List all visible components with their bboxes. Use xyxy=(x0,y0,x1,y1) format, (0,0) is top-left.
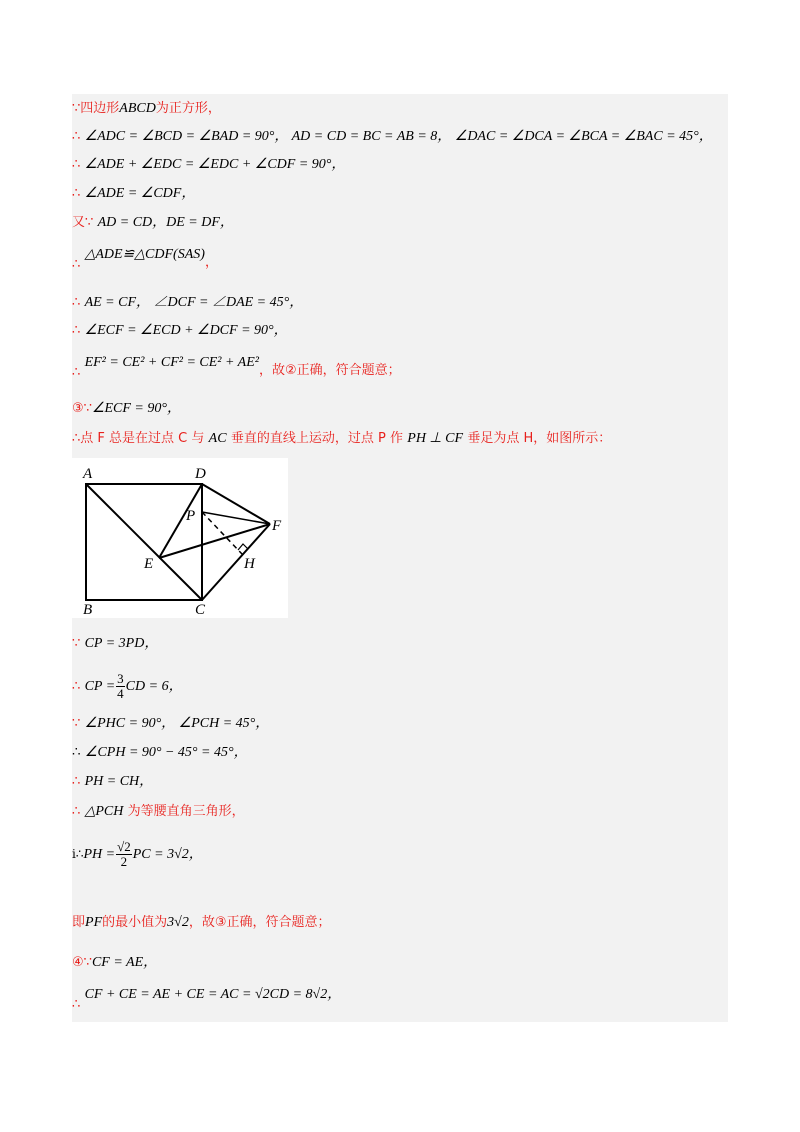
denominator: 2 xyxy=(120,854,128,869)
math: AE = CF， ∠DCF = ∠DAE = 45°， xyxy=(84,295,304,310)
math: CP = xyxy=(84,679,116,694)
text: 即 xyxy=(72,915,86,930)
line-12 xyxy=(72,633,158,654)
therefore-symbol: ∴ xyxy=(72,129,81,144)
text: ， xyxy=(204,255,218,270)
line-15 xyxy=(72,742,248,763)
therefore-symbol: i∴ xyxy=(72,847,84,861)
math: CF + CE = AE + CE = AC = √2CD = 8√2， xyxy=(84,987,342,1002)
math: ∠ADC = ∠BCD = ∠BAD = 90°， AD = CD = BC = AB = 8， ∠DAC = ∠DCA = ∠BCA = ∠BAC = 45°， xyxy=(84,129,713,144)
math: ∠ADE + ∠EDC = ∠EDC + ∠CDF = 90°， xyxy=(84,157,346,172)
label-b: B xyxy=(83,602,93,618)
text: ，故②正确，符合题意； xyxy=(258,363,401,378)
math: PC = 3√2， xyxy=(132,847,203,862)
text: 四边形 xyxy=(80,101,120,116)
text: 为等腰直角三角形， xyxy=(127,804,245,819)
therefore-symbol: ∴ xyxy=(72,997,81,1012)
text: 点 F 总是在过点 C 与 xyxy=(80,431,205,446)
line-13 xyxy=(72,672,183,701)
therefore-symbol: ∴ xyxy=(72,365,81,380)
math: ∠ECF = ∠ECD + ∠DCF = 90°， xyxy=(84,323,288,338)
line-7 xyxy=(72,292,303,313)
math: ∠CPH = 90° − 45° = 45°， xyxy=(84,745,248,760)
therefore-symbol: ∴ xyxy=(72,744,81,760)
label-d: D xyxy=(195,466,206,482)
because-symbol: ③∵ xyxy=(72,401,92,416)
math: AD = CD，DE = DF， xyxy=(97,215,234,230)
line-9 xyxy=(72,352,401,380)
label-h: H xyxy=(244,556,255,572)
math: PF xyxy=(85,915,103,930)
line-8 xyxy=(72,320,288,341)
math: ∠ECF = 90°， xyxy=(91,401,181,416)
math: 3√2 xyxy=(167,915,189,930)
because-symbol: ④∵ xyxy=(72,955,92,970)
label-a: A xyxy=(83,466,93,482)
geometry-figure xyxy=(72,458,288,618)
text: 垂直的直线上运动，过点 P 作 xyxy=(230,431,403,446)
math: CF = AE， xyxy=(91,955,158,970)
math: ABCD xyxy=(119,101,156,116)
denominator: 4 xyxy=(117,686,124,701)
label-f: F xyxy=(272,518,282,534)
label-p: P xyxy=(186,508,196,524)
text: 的最小值为 xyxy=(102,915,168,930)
label-c: C xyxy=(195,602,206,618)
text: ，故③正确，符合题意； xyxy=(188,915,331,930)
math: ∠PHC = 90°， ∠PCH = 45°， xyxy=(84,716,270,731)
text: 为正方形， xyxy=(155,101,221,116)
math: PH ⊥ CF xyxy=(407,431,464,446)
line-4 xyxy=(72,183,195,204)
line-14 xyxy=(72,713,269,734)
line-6 xyxy=(72,244,218,272)
line-2 xyxy=(72,126,713,147)
line-21 xyxy=(72,984,342,1012)
numerator: √2 xyxy=(117,839,131,854)
therefore-symbol: ∴ xyxy=(72,157,81,172)
therefore-symbol: ∴ xyxy=(72,804,81,819)
therefore-symbol: ∴ xyxy=(72,323,81,338)
text: 垂足为点 H，如图所示： xyxy=(467,431,612,446)
therefore-symbol: ∴ xyxy=(72,679,81,694)
line-16 xyxy=(72,771,153,792)
math: CD = 6， xyxy=(125,679,183,694)
because-symbol: ∵ xyxy=(72,716,81,731)
therefore-symbol: ∴ xyxy=(72,186,81,201)
math: EF² = CE² + CF² = CE² + AE² xyxy=(84,355,259,370)
line-3 xyxy=(72,154,345,175)
math: PH = xyxy=(83,847,116,862)
because-symbol: ∵ xyxy=(72,101,81,116)
line-11 xyxy=(72,428,611,449)
math: PH = CH， xyxy=(84,774,154,789)
therefore-symbol: ∴ xyxy=(72,774,81,789)
line-18 xyxy=(72,840,203,869)
line-5 xyxy=(72,212,234,233)
because-symbol: 又∵ xyxy=(72,215,94,230)
fraction xyxy=(116,840,132,869)
numerator: 3 xyxy=(117,671,124,686)
line-1 xyxy=(72,98,221,119)
math: AC xyxy=(208,431,227,446)
math: CP = 3PD， xyxy=(84,636,159,651)
line-19 xyxy=(72,912,330,933)
fraction xyxy=(116,672,125,701)
label-e: E xyxy=(144,556,154,572)
therefore-symbol: ∴ xyxy=(72,257,81,272)
therefore-symbol: ∴ xyxy=(72,431,81,446)
math: ∠ADE = ∠CDF， xyxy=(84,186,196,201)
therefore-symbol: ∴ xyxy=(72,295,81,310)
line-10 xyxy=(72,398,181,419)
because-symbol: ∵ xyxy=(72,636,81,651)
square-diagram xyxy=(72,458,288,618)
math: △PCH xyxy=(84,804,124,819)
line-17 xyxy=(72,801,245,822)
diagonal-ac xyxy=(86,484,202,600)
math: △ADE≌△CDF(SAS) xyxy=(84,247,205,262)
line-20 xyxy=(72,952,157,973)
